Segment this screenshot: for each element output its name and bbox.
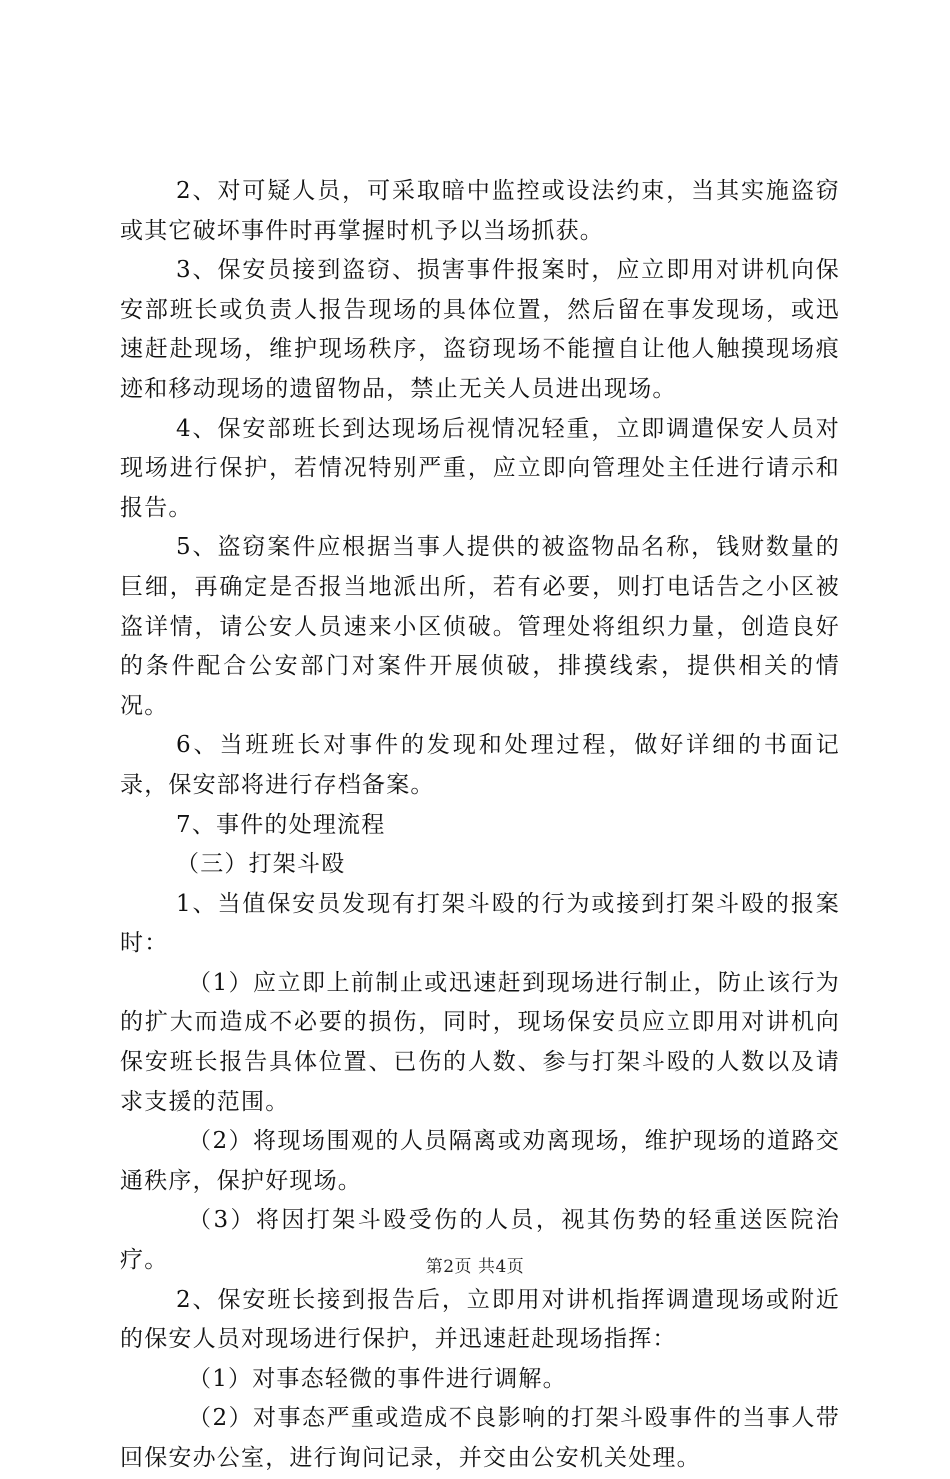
paragraph-5: 6、当班班长对事件的发现和处理过程，做好详细的书面记录，保安部将进行存档备案。	[120, 732, 840, 798]
sub-paragraph-2: （2）将现场围观的人员隔离或劝离现场，维护现场的道路交通秩序，保护好现场。	[120, 1128, 840, 1194]
paragraph-6: 7、事件的处理流程	[176, 811, 386, 838]
paragraph-2: 3、保安员接到盗窃、损害事件报案时，应立即用对讲机向保安部班长或负责人报告现场的具体位置，然后留在事发现场，或迅速赶赴现场，维护现场秩序，盗窃现场不能擅自让他人触摸现场痕迹和移动现场的遗留物品，禁止无关人员进出现场。	[120, 257, 840, 402]
paragraph-8: 2、保安班长接到报告后，立即用对讲机指挥调遣现场或附近的保安人员对现场进行保护，并迅速赶赴现场指挥：	[120, 1286, 840, 1353]
paragraph-7: 1、当值保安员发现有打架斗殴的行为或接到打架斗殴的报案时：	[120, 890, 840, 957]
paragraph-1: 2、对可疑人员，可采取暗中监控或设法约束，当其实施盗窃或其它破坏事件时再掌握时机予以当场抓获。	[120, 178, 840, 244]
document-body	[120, 172, 840, 1479]
sub-paragraph-4: （1）对事态轻微的事件进行调解。	[188, 1365, 567, 1392]
sub-paragraph-3: （3）将因打架斗殴受伤的人员，视其伤势的轻重送医院治疗。	[120, 1207, 840, 1274]
paragraph-4: 5、盗窃案件应根据当事人提供的被盗物品名称，钱财数量的巨细，再确定是否报当地派出所，若有必要，则打电话告之小区被盗详情，请公安人员速来小区侦破。管理处将组织力量，创造良好的条件配合公安部门对案件开展侦破，排摸线索，提供相关的情况。	[120, 534, 840, 719]
paragraph-3: 4、保安部班长到达现场后视情况轻重，立即调遣保安人员对现场进行保护，若情况特别严重，应立即向管理处主任进行请示和报告。	[120, 415, 840, 521]
page-footer: 第2页 共4页	[425, 1257, 525, 1277]
sub-paragraph-5: （2）对事态严重或造成不良影响的打架斗殴事件的当事人带回保安办公室，进行询问记录，并交由公安机关处理。	[120, 1405, 840, 1471]
section-heading: （三）打架斗殴	[176, 851, 346, 878]
sub-paragraph-1: （1）应立即上前制止或迅速赶到现场进行制止，防止该行为的扩大而造成不必要的损伤，同时，现场保安员应立即用对讲机向保安班长报告具体位置、已伤的人数、参与打架斗殴的人数以及请求支援的范围。	[120, 969, 840, 1115]
